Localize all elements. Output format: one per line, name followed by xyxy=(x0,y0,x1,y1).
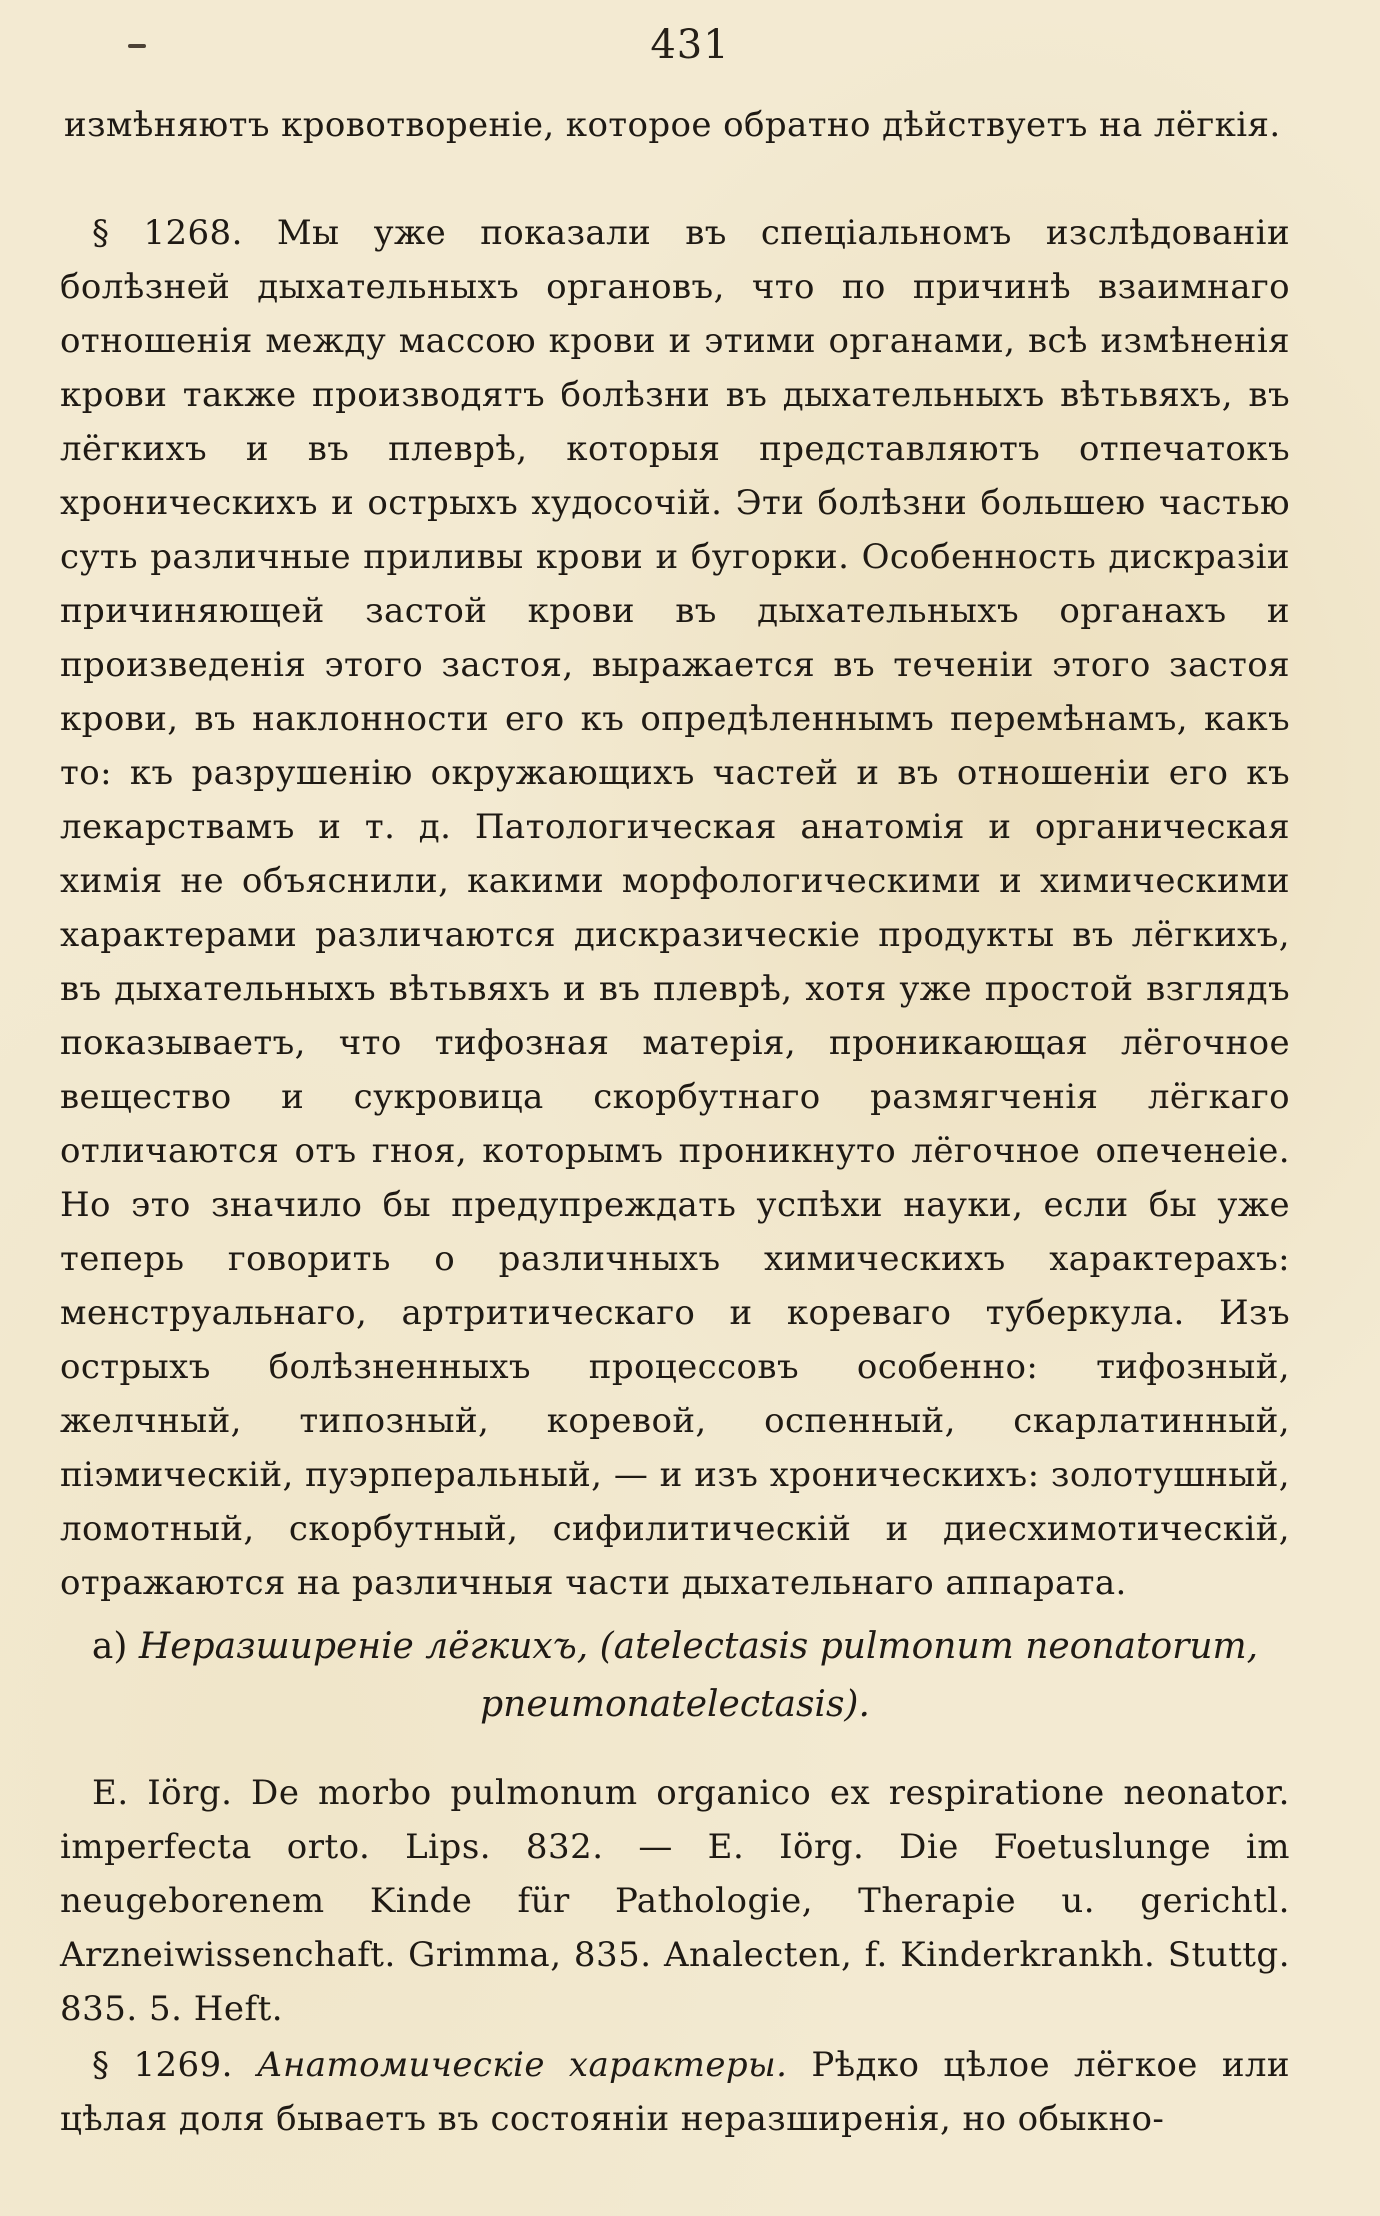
section-1269-title: Анатомическіе характеры. xyxy=(256,2045,788,2085)
section-a-title: Неразширеніе лёгкихъ, xyxy=(138,1626,589,1667)
section-1269-number: § 1269. xyxy=(92,2045,233,2085)
section-1269-text: Рѣдко цѣлое лёгкое или цѣлая доля бываетъ въ состояніи неразширенія, но обыкно- xyxy=(60,2045,1290,2139)
section-a-heading xyxy=(60,1618,1290,1734)
reference-paragraph: E. Iörg. De morbo pulmonum organico ex respiratione neonator. imperfecta orto. Lips. 832. — E. Iörg. Die Foetuslunge im neugeborenem Kinde für Pathologie, Therapie u. gerichtl. Arzneiwissenchaft. Grimma, 835. Analecten, f. Kinderkrankh. Stuttg. 835. 5. Heft. xyxy=(60,1773,1290,2029)
section-a-latin-2: pneumonatelectasis). xyxy=(480,1684,870,1725)
section-a-line-1 xyxy=(60,1618,1290,1676)
page-number: 431 xyxy=(650,22,730,68)
paragraph-continuation: измѣняютъ кровотвореніе, которое обратно дѣйствуетъ на лёгкія. xyxy=(64,105,1281,145)
section-a-latin-1: (atelectasis pulmonum neonatorum, xyxy=(599,1626,1259,1667)
paragraph-1268: § 1268. Мы уже показали въ спеціальномъ изслѣдованіи болѣзней дыхательныхъ органовъ, что по причинѣ взаимнаго отношенія между массою крови и этими органами, всѣ измѣненія крови также производятъ болѣзни въ дыхательныхъ вѣтьвяхъ, въ лёгкихъ и въ плеврѣ, которыя представляютъ отпечатокъ хроническихъ и острыхъ худосочій. Эти болѣзни большею частью суть различные приливы крови и бугорки. Особенность дискразіи причиняющей застой крови въ дыхательныхъ органахъ и произведенія этого застоя, выражается въ теченіи этого застоя крови, въ наклонности его къ опредѣленнымъ перемѣнамъ, какъ то: къ разрушенію окружающихъ частей и въ отношеніи его къ лекарствамъ и т. д. Патологическая анатомія и органическая химія не объяснили, какими морфологическими и химическими характерами различаются дискразическіе продукты въ лёгкихъ, въ дыхательныхъ вѣтьвяхъ и въ плеврѣ, хотя уже простой взглядъ показываетъ, что тифозная матерія, проникающая лёгочное вещество и сукровица скорбутнаго размягченія лёгкаго отличаются отъ гноя, которымъ проникнуто лёгочное опеченеіе. Но это значило бы предупреждать успѣхи науки, если бы уже теперь говорить о различныхъ химическихъ характерахъ: менструальнаго, артритическаго и кореваго туберкула. Изъ острыхъ болѣзненныхъ процессовъ особенно: тифозный, желчный, типозный, коревой, оспенный, скарлатинный, піэмическій, пуэрперальный, — и изъ хроническихъ: золотушный, ломотный, скорбутный, сифилитическій и диесхимотическій, отражаются на различныя части дыхательнаго аппарата. xyxy=(60,213,1290,1603)
paragraph-1269 xyxy=(60,2038,1290,2146)
section-a-label: a) xyxy=(91,1626,128,1667)
